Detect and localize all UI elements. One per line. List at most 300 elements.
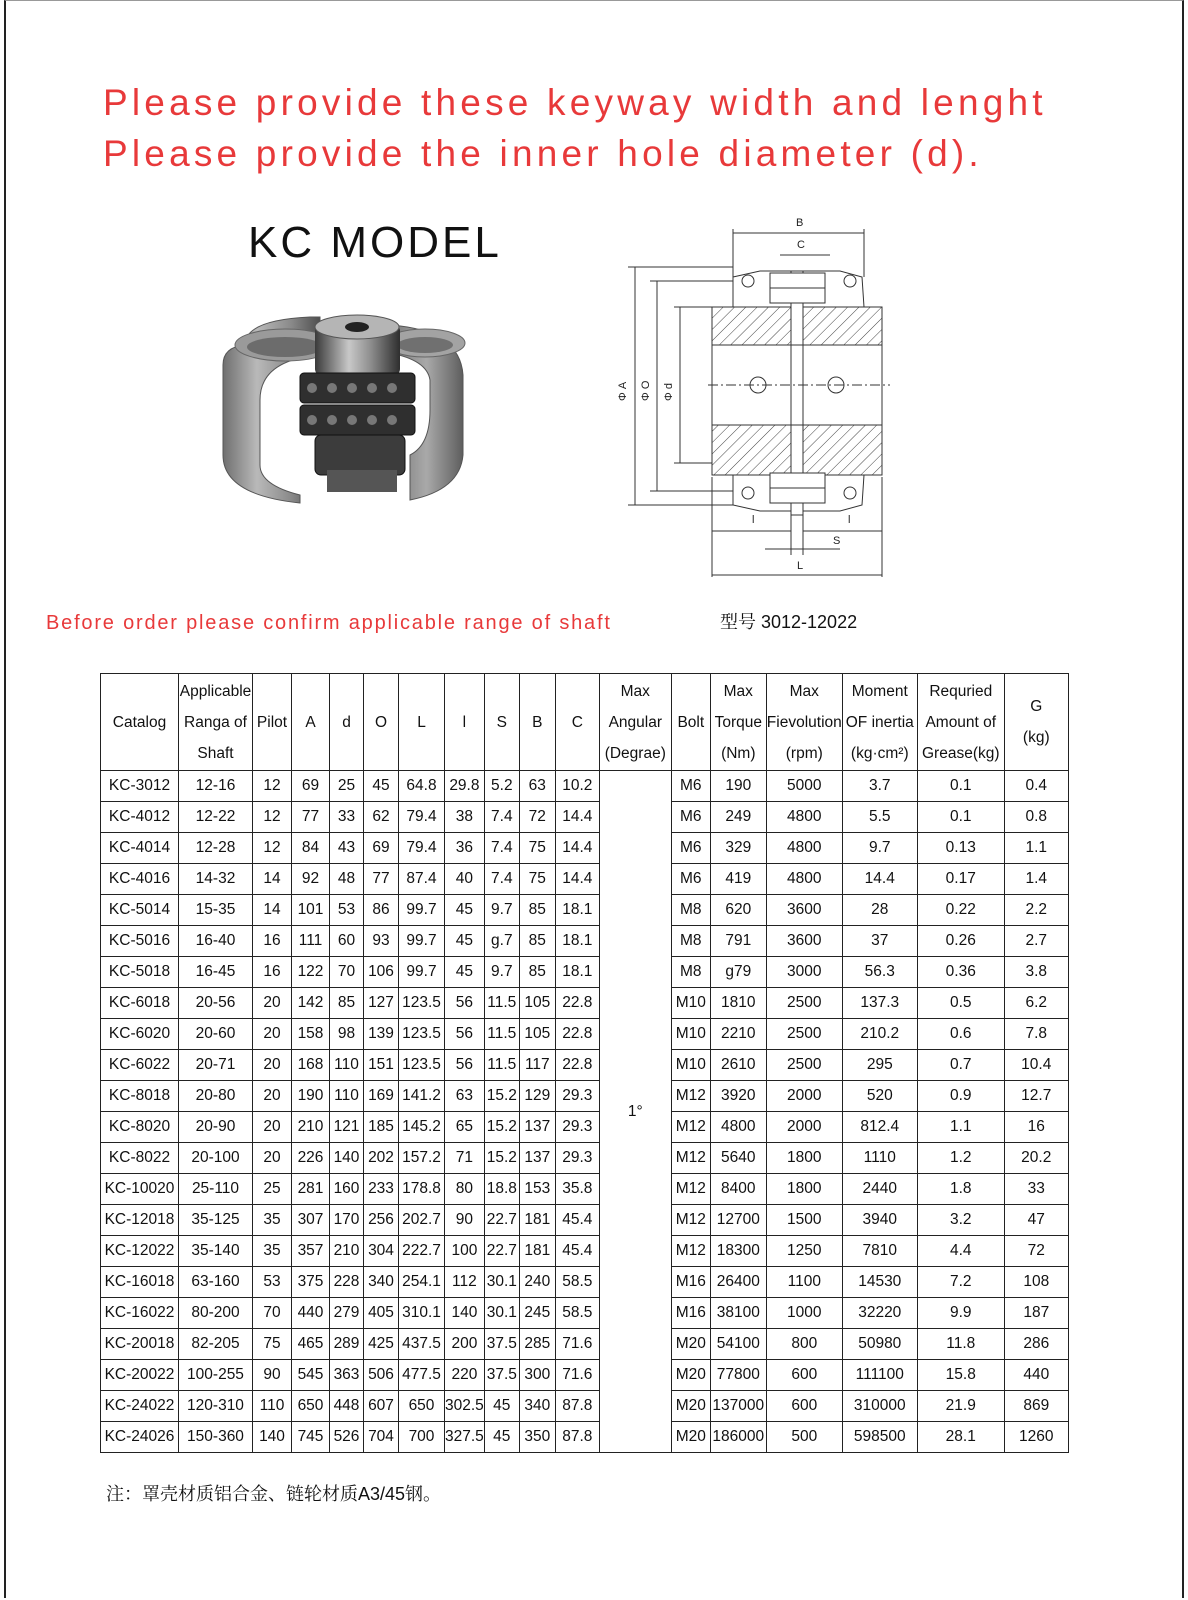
- table-cell-C: 29.3: [555, 1112, 599, 1143]
- header-grease-line: Requried: [929, 682, 993, 700]
- table-cell-A: 545: [292, 1360, 330, 1391]
- product-photo: [215, 305, 475, 505]
- table-row: [101, 1391, 1069, 1422]
- table-cell-G: 2.2: [1004, 895, 1068, 926]
- table-cell-O: 151: [364, 1050, 399, 1081]
- table-cell-torque: 137000: [710, 1391, 766, 1422]
- table-cell-inertia: 210.2: [842, 1019, 917, 1050]
- table-cell-O: 185: [364, 1112, 399, 1143]
- table-cell-A: 375: [292, 1267, 330, 1298]
- table-cell-C: 45.4: [555, 1205, 599, 1236]
- header-d-line: d: [342, 713, 351, 731]
- header-L: [399, 674, 445, 771]
- table-cell-range: 20-90: [179, 1112, 253, 1143]
- header-C: [555, 674, 599, 771]
- table-cell-G: 440: [1004, 1360, 1068, 1391]
- table-row: [101, 1019, 1069, 1050]
- table-cell-C: 14.4: [555, 802, 599, 833]
- table-cell-L: 99.7: [399, 895, 445, 926]
- table-cell-bolt: M16: [671, 1298, 710, 1329]
- table-cell-A: 122: [292, 957, 330, 988]
- table-cell-A: 69: [292, 771, 330, 802]
- table-cell-A: 158: [292, 1019, 330, 1050]
- header-range-line: Applicable: [179, 682, 252, 700]
- table-cell-l: 302.5: [445, 1391, 485, 1422]
- table-cell-pilot: 20: [253, 1143, 292, 1174]
- table-cell-rev: 4800: [766, 864, 842, 895]
- table-cell-rev: 3600: [766, 895, 842, 926]
- table-cell-pilot: 14: [253, 895, 292, 926]
- table-cell-pilot: 20: [253, 988, 292, 1019]
- table-cell-A: 111: [292, 926, 330, 957]
- table-cell-B: 63: [519, 771, 555, 802]
- table-cell-L: 64.8: [399, 771, 445, 802]
- table-cell-B: 340: [519, 1391, 555, 1422]
- table-cell-torque: 190: [710, 771, 766, 802]
- table-cell-G: 286: [1004, 1329, 1068, 1360]
- table-cell-grease: 1.2: [917, 1143, 1004, 1174]
- table-cell-A: 190: [292, 1081, 330, 1112]
- table-cell-grease: 0.6: [917, 1019, 1004, 1050]
- table-cell-pilot: 16: [253, 957, 292, 988]
- material-footnote: 注：罩壳材质铝合金、链轮材质A3/45钢。: [106, 1484, 442, 1504]
- table-cell-B: 350: [519, 1422, 555, 1453]
- table-cell-C: 35.8: [555, 1174, 599, 1205]
- header-torque-line: Torque: [714, 713, 762, 731]
- table-cell-grease: 0.5: [917, 988, 1004, 1019]
- table-cell-bolt: M8: [671, 895, 710, 926]
- table-row: [101, 1298, 1069, 1329]
- table-cell-d: 25: [330, 771, 364, 802]
- table-cell-d: 33: [330, 802, 364, 833]
- table-cell-catalog: KC-8022: [101, 1143, 179, 1174]
- table-cell-torque: 620: [710, 895, 766, 926]
- table-cell-l: 56: [445, 1019, 485, 1050]
- table-row: [101, 1267, 1069, 1298]
- table-cell-inertia: 28: [842, 895, 917, 926]
- header-rev-line: (rpm): [785, 744, 823, 762]
- table-row: [101, 1360, 1069, 1391]
- dim-label-phi-d: Φ d: [663, 383, 675, 401]
- table-cell-grease: 21.9: [917, 1391, 1004, 1422]
- table-cell-grease: 4.4: [917, 1236, 1004, 1267]
- table-cell-inertia: 32220: [842, 1298, 917, 1329]
- table-cell-torque: 26400: [710, 1267, 766, 1298]
- shaft-range-warning: Before order please confirm applicable range of shaft: [46, 612, 612, 634]
- table-cell-G: 108: [1004, 1267, 1068, 1298]
- header-grease-line: Grease(kg): [922, 744, 1000, 762]
- table-cell-range: 25-110: [179, 1174, 253, 1205]
- table-cell-l: 327.5: [445, 1422, 485, 1453]
- table-row: [101, 1081, 1069, 1112]
- table-cell-S: g.7: [484, 926, 519, 957]
- table-cell-bolt: M12: [671, 1236, 710, 1267]
- table-cell-grease: 11.8: [917, 1329, 1004, 1360]
- table-cell-B: 85: [519, 926, 555, 957]
- dim-label-B: B: [796, 217, 804, 229]
- table-cell-A: 142: [292, 988, 330, 1019]
- header-angle: [599, 674, 671, 771]
- table-cell-L: 99.7: [399, 926, 445, 957]
- header-B-line: B: [532, 713, 543, 731]
- table-cell-S: 18.8: [484, 1174, 519, 1205]
- table-cell-range: 35-125: [179, 1205, 253, 1236]
- header-catalog-line: Catalog: [112, 713, 167, 731]
- header-A: [292, 674, 330, 771]
- table-cell-A: 440: [292, 1298, 330, 1329]
- table-cell-catalog: KC-12022: [101, 1236, 179, 1267]
- table-cell-catalog: KC-8020: [101, 1112, 179, 1143]
- table-cell-l: 40: [445, 864, 485, 895]
- table-cell-B: 285: [519, 1329, 555, 1360]
- table-cell-inertia: 14530: [842, 1267, 917, 1298]
- coupling-cross-section-drawing: [600, 215, 900, 600]
- header-d: [330, 674, 364, 771]
- table-cell-G: 1260: [1004, 1422, 1068, 1453]
- table-cell-l: 65: [445, 1112, 485, 1143]
- header-l: [445, 674, 485, 771]
- table-cell-bolt: M20: [671, 1422, 710, 1453]
- table-cell-l: 100: [445, 1236, 485, 1267]
- table-cell-S: 22.7: [484, 1205, 519, 1236]
- table-cell-S: 30.1: [484, 1298, 519, 1329]
- header-pilot-line: Pilot: [256, 713, 288, 731]
- table-cell-bolt: M12: [671, 1205, 710, 1236]
- header-grease-line: Amount of: [925, 713, 997, 731]
- table-cell-range: 12-22: [179, 802, 253, 833]
- table-cell-rev: 600: [766, 1391, 842, 1422]
- table-cell-l: 140: [445, 1298, 485, 1329]
- table-cell-bolt: M20: [671, 1329, 710, 1360]
- table-cell-l: 29.8: [445, 771, 485, 802]
- header-bolt-line: Bolt: [677, 713, 705, 731]
- table-cell-torque: 4800: [710, 1112, 766, 1143]
- table-cell-pilot: 35: [253, 1205, 292, 1236]
- header-inertia-line: Moment: [851, 682, 908, 700]
- table-cell-grease: 0.17: [917, 864, 1004, 895]
- table-cell-L: 178.8: [399, 1174, 445, 1205]
- table-cell-C: 58.5: [555, 1267, 599, 1298]
- table-cell-L: 477.5: [399, 1360, 445, 1391]
- table-row: [101, 1050, 1069, 1081]
- table-cell-l: 38: [445, 802, 485, 833]
- table-row: [101, 802, 1069, 833]
- table-cell-rev: 2000: [766, 1081, 842, 1112]
- table-cell-O: 77: [364, 864, 399, 895]
- table-cell-S: 11.5: [484, 1019, 519, 1050]
- header-O-line: O: [374, 713, 388, 731]
- table-cell-bolt: M20: [671, 1360, 710, 1391]
- table-cell-S: 5.2: [484, 771, 519, 802]
- table-cell-range: 20-100: [179, 1143, 253, 1174]
- table-cell-d: 48: [330, 864, 364, 895]
- table-cell-d: 448: [330, 1391, 364, 1422]
- table-row: [101, 988, 1069, 1019]
- table-cell-B: 137: [519, 1143, 555, 1174]
- table-cell-pilot: 90: [253, 1360, 292, 1391]
- table-cell-bolt: M20: [671, 1391, 710, 1422]
- table-cell-torque: 3920: [710, 1081, 766, 1112]
- table-cell-C: 14.4: [555, 864, 599, 895]
- table-cell-catalog: KC-3012: [101, 771, 179, 802]
- table-cell-bolt: M6: [671, 802, 710, 833]
- table-cell-pilot: 35: [253, 1236, 292, 1267]
- table-cell-range: 100-255: [179, 1360, 253, 1391]
- table-cell-grease: 0.26: [917, 926, 1004, 957]
- table-cell-bolt: M10: [671, 1019, 710, 1050]
- table-cell-d: 110: [330, 1081, 364, 1112]
- table-cell-pilot: 12: [253, 833, 292, 864]
- dim-label-S: S: [833, 535, 841, 547]
- header-inertia-line: (kg·cm²): [850, 744, 909, 762]
- table-cell-B: 85: [519, 895, 555, 926]
- header-range-line: Shaft: [197, 744, 234, 762]
- model-title: KC MODEL: [248, 218, 502, 267]
- header-bolt: [671, 674, 710, 771]
- table-cell-rev: 1250: [766, 1236, 842, 1267]
- table-cell-l: 200: [445, 1329, 485, 1360]
- table-cell-inertia: 1110: [842, 1143, 917, 1174]
- table-cell-A: 745: [292, 1422, 330, 1453]
- table-cell-pilot: 14: [253, 864, 292, 895]
- table-cell-L: 79.4: [399, 833, 445, 864]
- table-cell-d: 140: [330, 1143, 364, 1174]
- table-cell-range: 16-40: [179, 926, 253, 957]
- table-cell-catalog: KC-4016: [101, 864, 179, 895]
- table-cell-C: 45.4: [555, 1236, 599, 1267]
- table-cell-pilot: 110: [253, 1391, 292, 1422]
- table-cell-catalog: KC-6018: [101, 988, 179, 1019]
- table-cell-L: 99.7: [399, 957, 445, 988]
- table-cell-B: 181: [519, 1205, 555, 1236]
- max-angular-cell: 1°: [599, 771, 671, 1453]
- table-cell-rev: 1000: [766, 1298, 842, 1329]
- header-A-line: A: [305, 713, 316, 731]
- table-cell-grease: 0.13: [917, 833, 1004, 864]
- table-cell-bolt: M8: [671, 926, 710, 957]
- dim-label-phi-A: Φ A: [617, 381, 629, 401]
- table-cell-l: 90: [445, 1205, 485, 1236]
- table-cell-inertia: 37: [842, 926, 917, 957]
- table-cell-L: 145.2: [399, 1112, 445, 1143]
- table-cell-A: 101: [292, 895, 330, 926]
- table-cell-inertia: 7810: [842, 1236, 917, 1267]
- table-cell-S: 15.2: [484, 1112, 519, 1143]
- table-cell-l: 56: [445, 1050, 485, 1081]
- table-cell-l: 45: [445, 895, 485, 926]
- table-cell-l: 112: [445, 1267, 485, 1298]
- table-cell-G: 0.8: [1004, 802, 1068, 833]
- table-cell-S: 15.2: [484, 1143, 519, 1174]
- table-cell-L: 700: [399, 1422, 445, 1453]
- table-cell-inertia: 56.3: [842, 957, 917, 988]
- table-cell-pilot: 70: [253, 1298, 292, 1329]
- header-angle-line: (Degrae): [604, 744, 666, 762]
- table-cell-rev: 1800: [766, 1143, 842, 1174]
- table-row: [101, 1422, 1069, 1453]
- table-cell-bolt: M10: [671, 988, 710, 1019]
- table-cell-rev: 1100: [766, 1267, 842, 1298]
- table-cell-G: 1.1: [1004, 833, 1068, 864]
- table-cell-O: 86: [364, 895, 399, 926]
- table-cell-torque: g79: [710, 957, 766, 988]
- table-cell-L: 123.5: [399, 1019, 445, 1050]
- table-cell-A: 168: [292, 1050, 330, 1081]
- table-cell-C: 71.6: [555, 1329, 599, 1360]
- table-cell-L: 650: [399, 1391, 445, 1422]
- table-cell-G: 1.4: [1004, 864, 1068, 895]
- table-cell-grease: 0.7: [917, 1050, 1004, 1081]
- table-cell-rev: 2500: [766, 1050, 842, 1081]
- table-cell-catalog: KC-16022: [101, 1298, 179, 1329]
- table-cell-range: 80-200: [179, 1298, 253, 1329]
- table-cell-inertia: 598500: [842, 1422, 917, 1453]
- table-cell-torque: 38100: [710, 1298, 766, 1329]
- table-cell-G: 10.4: [1004, 1050, 1068, 1081]
- table-cell-G: 33: [1004, 1174, 1068, 1205]
- table-cell-rev: 3000: [766, 957, 842, 988]
- header-G-line: (kg): [1022, 729, 1050, 746]
- table-cell-O: 139: [364, 1019, 399, 1050]
- table-cell-grease: 9.9: [917, 1298, 1004, 1329]
- table-cell-d: 160: [330, 1174, 364, 1205]
- table-cell-pilot: 20: [253, 1081, 292, 1112]
- table-cell-rev: 600: [766, 1360, 842, 1391]
- table-cell-S: 7.4: [484, 802, 519, 833]
- table-cell-pilot: 20: [253, 1050, 292, 1081]
- table-cell-G: 869: [1004, 1391, 1068, 1422]
- table-cell-G: 187: [1004, 1298, 1068, 1329]
- table-cell-bolt: M16: [671, 1267, 710, 1298]
- table-cell-G: 7.8: [1004, 1019, 1068, 1050]
- header-G-line: G: [1030, 698, 1043, 715]
- table-cell-B: 181: [519, 1236, 555, 1267]
- header-torque-line: (Nm): [721, 744, 756, 762]
- table-cell-grease: 3.2: [917, 1205, 1004, 1236]
- table-cell-B: 245: [519, 1298, 555, 1329]
- table-cell-range: 35-140: [179, 1236, 253, 1267]
- table-cell-O: 62: [364, 802, 399, 833]
- table-cell-O: 340: [364, 1267, 399, 1298]
- table-cell-B: 105: [519, 1019, 555, 1050]
- table-cell-bolt: M6: [671, 833, 710, 864]
- header-rev-line: Fievolution: [766, 713, 842, 731]
- table-cell-rev: 2000: [766, 1112, 842, 1143]
- header-torque: [710, 674, 766, 771]
- table-cell-d: 43: [330, 833, 364, 864]
- table-row: [101, 1236, 1069, 1267]
- table-cell-C: 87.8: [555, 1422, 599, 1453]
- table-cell-pilot: 53: [253, 1267, 292, 1298]
- table-cell-A: 281: [292, 1174, 330, 1205]
- header-inertia: [842, 674, 917, 771]
- table-cell-grease: 15.8: [917, 1360, 1004, 1391]
- table-cell-O: 506: [364, 1360, 399, 1391]
- table-cell-pilot: 20: [253, 1019, 292, 1050]
- table-cell-catalog: KC-6020: [101, 1019, 179, 1050]
- header-range: [179, 674, 253, 771]
- table-cell-S: 15.2: [484, 1081, 519, 1112]
- table-cell-catalog: KC-20022: [101, 1360, 179, 1391]
- table-cell-l: 45: [445, 957, 485, 988]
- table-cell-B: 137: [519, 1112, 555, 1143]
- table-cell-L: 254.1: [399, 1267, 445, 1298]
- table-row: [101, 1174, 1069, 1205]
- table-cell-bolt: M6: [671, 771, 710, 802]
- table-cell-d: 526: [330, 1422, 364, 1453]
- table-cell-range: 12-28: [179, 833, 253, 864]
- header-O: [364, 674, 399, 771]
- table-cell-C: 29.3: [555, 1081, 599, 1112]
- header-grease: [917, 674, 1004, 771]
- table-cell-range: 16-45: [179, 957, 253, 988]
- table-cell-O: 202: [364, 1143, 399, 1174]
- table-cell-rev: 2500: [766, 1019, 842, 1050]
- header-C-line: C: [571, 713, 583, 731]
- table-cell-pilot: 16: [253, 926, 292, 957]
- header-S: [484, 674, 519, 771]
- dim-label-l-left: l: [752, 514, 755, 526]
- table-cell-range: 15-35: [179, 895, 253, 926]
- table-cell-C: 22.8: [555, 1050, 599, 1081]
- table-cell-O: 607: [364, 1391, 399, 1422]
- table-cell-l: 71: [445, 1143, 485, 1174]
- table-cell-B: 240: [519, 1267, 555, 1298]
- table-cell-torque: 1810: [710, 988, 766, 1019]
- table-cell-C: 87.8: [555, 1391, 599, 1422]
- table-cell-grease: 1.8: [917, 1174, 1004, 1205]
- table-cell-S: 45: [484, 1422, 519, 1453]
- table-cell-bolt: M12: [671, 1143, 710, 1174]
- table-cell-bolt: M12: [671, 1174, 710, 1205]
- table-cell-G: 3.8: [1004, 957, 1068, 988]
- table-cell-grease: 0.36: [917, 957, 1004, 988]
- table-cell-catalog: KC-24022: [101, 1391, 179, 1422]
- table-cell-B: 300: [519, 1360, 555, 1391]
- table-cell-torque: 12700: [710, 1205, 766, 1236]
- table-cell-B: 105: [519, 988, 555, 1019]
- table-cell-bolt: M10: [671, 1050, 710, 1081]
- table-cell-bolt: M12: [671, 1081, 710, 1112]
- table-cell-d: 289: [330, 1329, 364, 1360]
- table-cell-L: 79.4: [399, 802, 445, 833]
- table-cell-O: 704: [364, 1422, 399, 1453]
- table-cell-B: 153: [519, 1174, 555, 1205]
- table-cell-bolt: M6: [671, 864, 710, 895]
- spec-table: [100, 673, 1069, 1453]
- table-cell-inertia: 137.3: [842, 988, 917, 1019]
- table-cell-A: 650: [292, 1391, 330, 1422]
- table-cell-range: 14-32: [179, 864, 253, 895]
- table-cell-torque: 329: [710, 833, 766, 864]
- table-cell-O: 45: [364, 771, 399, 802]
- table-cell-inertia: 14.4: [842, 864, 917, 895]
- table-cell-S: 9.7: [484, 895, 519, 926]
- table-cell-catalog: KC-16018: [101, 1267, 179, 1298]
- table-cell-B: 117: [519, 1050, 555, 1081]
- table-cell-d: 85: [330, 988, 364, 1019]
- table-cell-rev: 3600: [766, 926, 842, 957]
- table-cell-catalog: KC-4014: [101, 833, 179, 864]
- table-cell-l: 80: [445, 1174, 485, 1205]
- table-cell-O: 127: [364, 988, 399, 1019]
- table-cell-A: 465: [292, 1329, 330, 1360]
- table-cell-inertia: 9.7: [842, 833, 917, 864]
- table-cell-grease: 0.1: [917, 771, 1004, 802]
- table-cell-S: 11.5: [484, 1050, 519, 1081]
- table-cell-S: 7.4: [484, 864, 519, 895]
- table-cell-L: 437.5: [399, 1329, 445, 1360]
